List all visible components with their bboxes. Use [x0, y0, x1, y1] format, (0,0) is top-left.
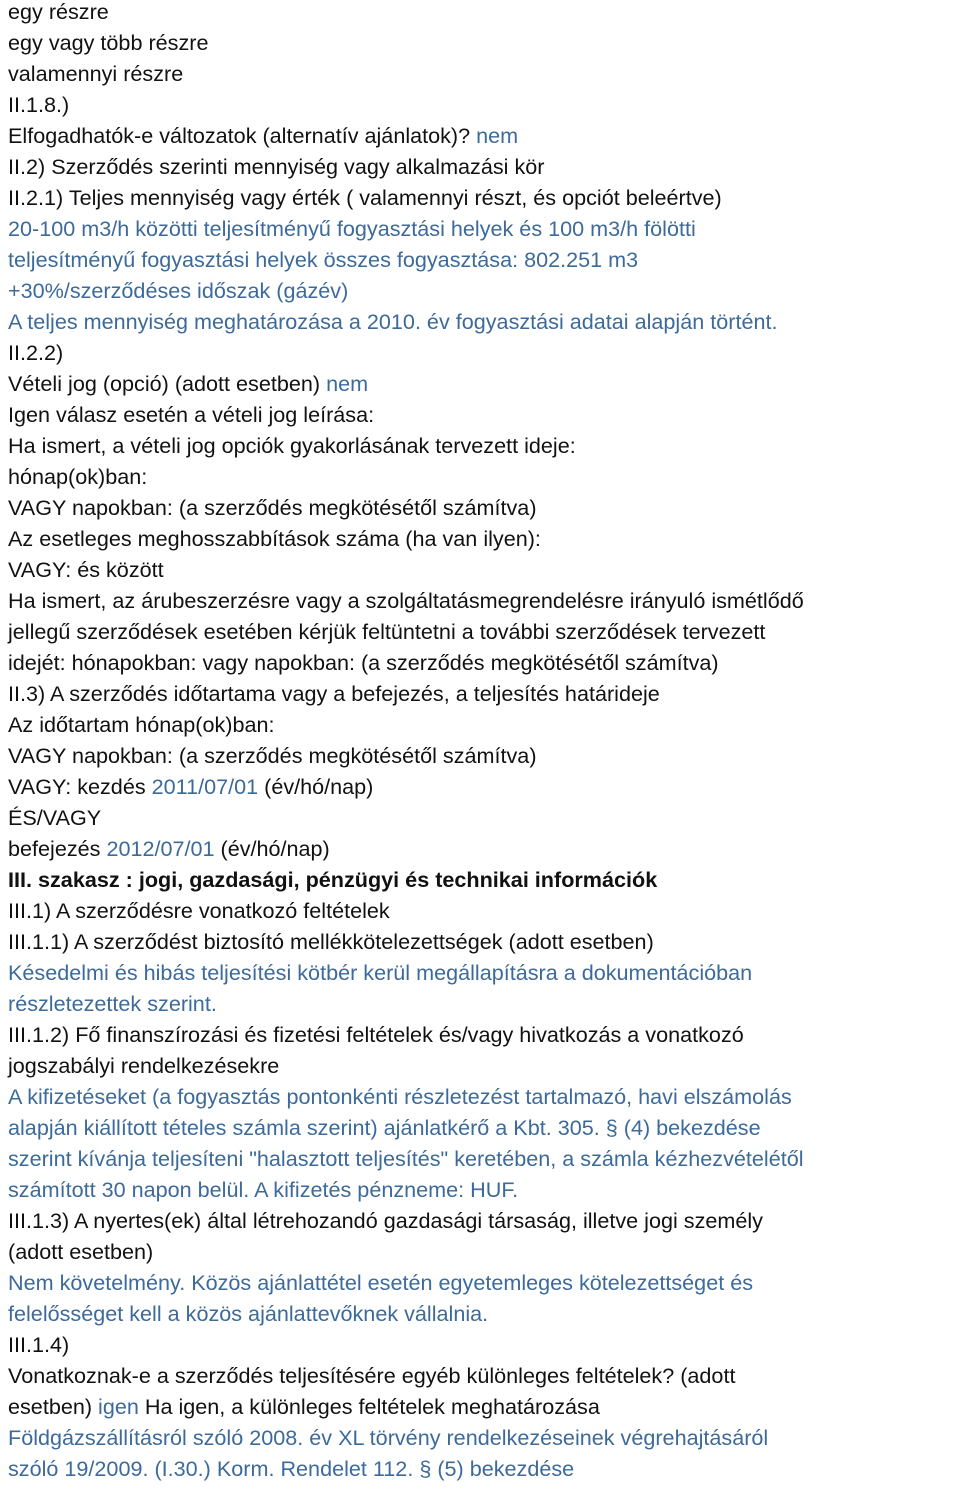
text-line [8, 120, 960, 151]
field-label: VAGY: kezdés [8, 774, 152, 799]
field-label: idejét: hónapokban: vagy napokban: (a szerződés megkötésétől számítva) [8, 650, 719, 675]
field-label: III.1.2) Fő finanszírozási és fizetési feltételek és/vagy hivatkozás a vonatkozó [8, 1022, 744, 1047]
field-label: III.1.1) A szerződést biztosító mellékkötelezettségek (adott esetben) [8, 929, 654, 954]
text-line [8, 244, 960, 275]
text-line [8, 554, 960, 585]
field-value: 2011/07/01 [151, 774, 259, 799]
field-value: felelősséget kell a közös ajánlattevőknek vállalnia. [8, 1301, 489, 1326]
field-label: Ha ismert, a vételi jog opciók gyakorlásának tervezett ideje: [8, 433, 576, 458]
text-line [8, 709, 960, 740]
field-label: VAGY napokban: (a szerződés megkötésétől számítva) [8, 743, 537, 768]
text-line [8, 1360, 960, 1391]
field-value: Késedelmi és hibás teljesítési kötbér kerül megállapításra a dokumentációban [8, 960, 753, 985]
text-line [8, 771, 960, 802]
text-line [8, 740, 960, 771]
text-line [8, 430, 960, 461]
field-label: Vételi jog (opció) (adott esetben) [8, 371, 327, 396]
text-line [8, 1267, 960, 1298]
text-line [8, 802, 960, 833]
text-line [8, 1205, 960, 1236]
field-label: esetben) [8, 1394, 99, 1419]
field-label: II.3) A szerződés időtartama vagy a befejezés, a teljesítés határideje [8, 681, 660, 706]
field-label: II.2.1) Teljes mennyiség vagy érték ( valamennyi részt, és opciót beleértve) [8, 185, 722, 210]
text-line [8, 58, 960, 89]
text-line [8, 0, 960, 27]
field-label: (év/hó/nap) [214, 836, 330, 861]
field-value: +30%/szerződéses időszak (gázév) [8, 278, 349, 303]
field-label: hónap(ok)ban: [8, 464, 148, 489]
field-label: (év/hó/nap) [258, 774, 374, 799]
text-line [8, 182, 960, 213]
text-line [8, 1422, 960, 1453]
text-line [8, 1143, 960, 1174]
text-line [8, 1329, 960, 1360]
field-value: számított 30 napon belül. A kifizetés pénzneme: HUF. [8, 1177, 519, 1202]
field-label: Igen válasz esetén a vételi jog leírása: [8, 402, 375, 427]
field-label: Elfogadhatók-e változatok (alternatív ajánlatok)? [8, 123, 477, 148]
field-label: befejezés [8, 836, 107, 861]
text-line [8, 585, 960, 616]
text-line [8, 1174, 960, 1205]
text-line [8, 988, 960, 1019]
text-line [8, 895, 960, 926]
field-value: nem [326, 371, 369, 396]
field-value: teljesítményű fogyasztási helyek összes fogyasztása: 802.251 m3 [8, 247, 639, 272]
field-label: egy vagy több részre [8, 30, 209, 55]
field-label: II.2.2) [8, 340, 64, 365]
field-label: II.2) Szerződés szerinti mennyiség vagy alkalmazási kör [8, 154, 545, 179]
field-label: (adott esetben) [8, 1239, 154, 1264]
field-label: ÉS/VAGY [8, 805, 102, 830]
field-value: A teljes mennyiség meghatározása a 2010. év fogyasztási adatai alapján történt. [8, 309, 778, 334]
field-value: 2012/07/01 [106, 836, 215, 861]
field-label: Vonatkoznak-e a szerződés teljesítésére egyéb különleges feltételek? (adott [8, 1363, 736, 1388]
field-value: A kifizetéseket (a fogyasztás pontonkénti részletezést tartalmazó, havi elszámolás [8, 1084, 792, 1109]
text-line [8, 1391, 960, 1422]
text-line [8, 523, 960, 554]
text-line [8, 27, 960, 58]
field-value: részletezettek szerint. [8, 991, 217, 1016]
text-line [8, 647, 960, 678]
text-line [8, 1298, 960, 1329]
text-line [8, 368, 960, 399]
field-label: III.1) A szerződésre vonatkozó feltételek [8, 898, 390, 923]
field-label: III.1.4) [8, 1332, 70, 1357]
text-line [8, 864, 960, 895]
field-label: Ha igen, a különleges feltételek meghatározása [138, 1394, 600, 1419]
text-line [8, 957, 960, 988]
field-value: szerint kívánja teljesíteni "halasztott teljesítés" keretében, a számla kézhezvételétől [8, 1146, 804, 1171]
section-heading: III. szakasz : jogi, gazdasági, pénzügyi és technikai információk [8, 867, 658, 892]
field-label: Ha ismert, az árubeszerzésre vagy a szolgáltatásmegrendelésre irányuló ismétlődő [8, 588, 804, 613]
text-line [8, 1081, 960, 1112]
text-line [8, 151, 960, 182]
field-value: 20-100 m3/h közötti teljesítményű fogyasztási helyek és 100 m3/h fölötti [8, 216, 696, 241]
text-line [8, 337, 960, 368]
text-line [8, 89, 960, 120]
text-line [8, 926, 960, 957]
field-value: szóló 19/2009. (I.30.) Korm. Rendelet 112. § (5) bekezdése [8, 1456, 575, 1481]
field-value: nem [476, 123, 519, 148]
text-line [8, 306, 960, 337]
text-line [8, 1236, 960, 1267]
text-line [8, 461, 960, 492]
field-label: jellegű szerződések esetében kérjük feltüntetni a további szerződések tervezett [8, 619, 766, 644]
field-label: VAGY: és között [8, 557, 164, 582]
text-line [8, 399, 960, 430]
text-line [8, 1112, 960, 1143]
field-value: igen [98, 1394, 139, 1419]
field-label: III.1.3) A nyertes(ek) által létrehozandó gazdasági társaság, illetve jogi személy [8, 1208, 763, 1233]
field-value: Földgázszállításról szóló 2008. év XL törvény rendelkezéseinek végrehajtásáról [8, 1425, 769, 1450]
field-label: II.1.8.) [8, 92, 70, 117]
text-line [8, 1050, 960, 1081]
field-label: jogszabályi rendelkezésekre [8, 1053, 280, 1078]
text-line [8, 1453, 960, 1484]
field-label: VAGY napokban: (a szerződés megkötésétől számítva) [8, 495, 537, 520]
text-line [8, 213, 960, 244]
text-line [8, 492, 960, 523]
text-line [8, 678, 960, 709]
field-label: Az esetleges meghosszabbítások száma (ha van ilyen): [8, 526, 541, 551]
field-value: Nem követelmény. Közös ajánlattétel esetén egyetemleges kötelezettséget és [8, 1270, 754, 1295]
field-label: egy részre [8, 0, 109, 24]
text-line [8, 616, 960, 647]
field-label: valamennyi részre [8, 61, 184, 86]
field-label: Az időtartam hónap(ok)ban: [8, 712, 275, 737]
text-line [8, 1019, 960, 1050]
field-value: alapján kiállított tételes számla szerint) ajánlatkérő a Kbt. 305. § (4) bekezdése [8, 1115, 761, 1140]
text-line [8, 833, 960, 864]
text-line [8, 275, 960, 306]
